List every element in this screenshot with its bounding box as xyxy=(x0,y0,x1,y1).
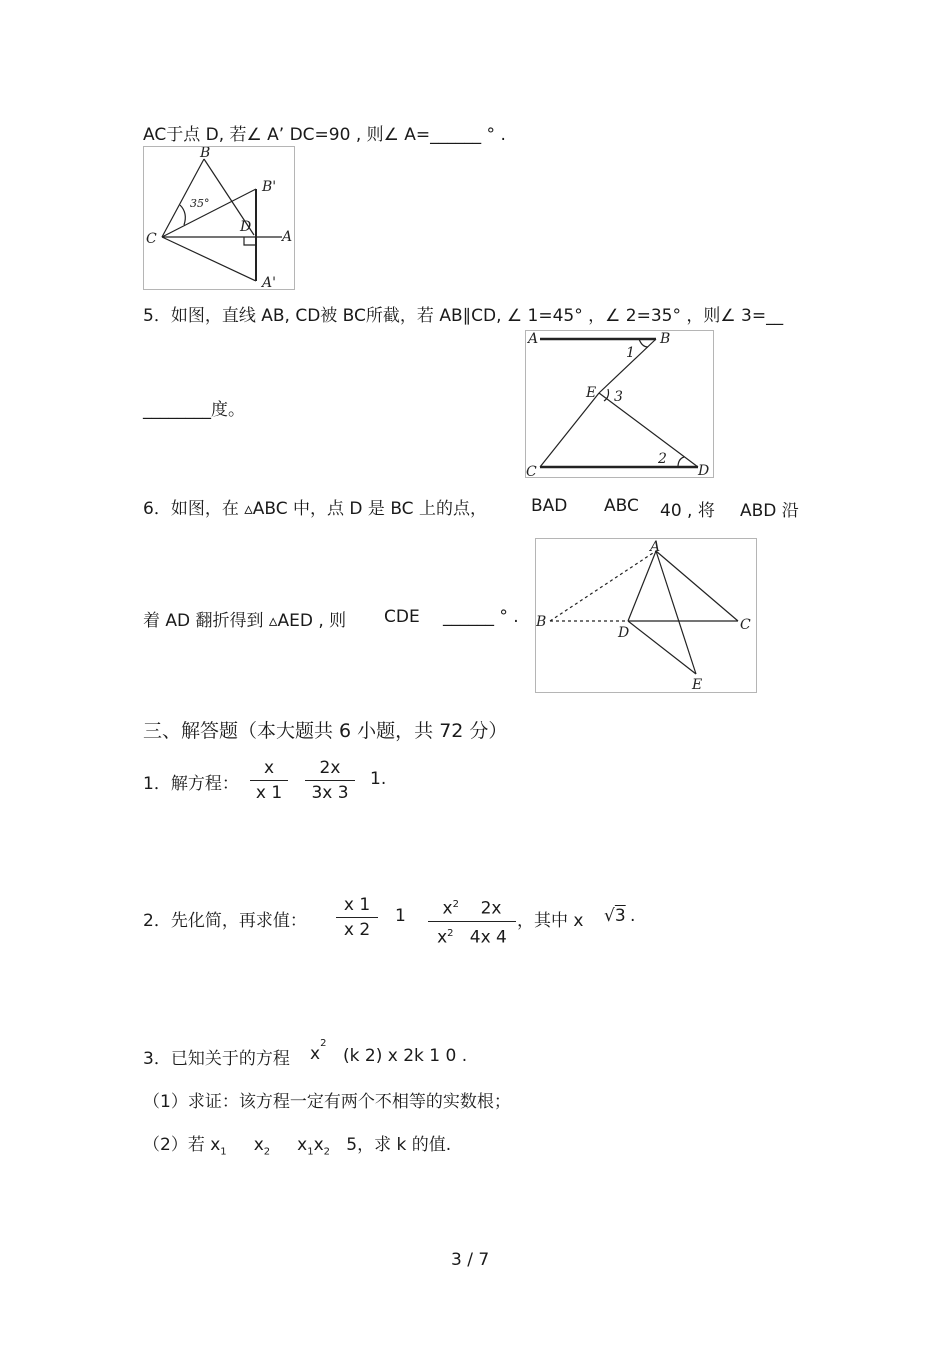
p3-sub2-idx4: 2 xyxy=(323,1146,331,1158)
p1-frac2-den: 3x 3 xyxy=(311,783,349,803)
q4-label-Aprime: A' xyxy=(262,275,276,289)
p3-sub2-c: x xyxy=(297,1135,308,1155)
q5-label-C: C xyxy=(526,464,537,477)
q5-text-line1: 5．如图，直线 AB, CD被 BC所截，若 AB∥CD, ∠ 1=45° ，∠ 2=35° ，则∠ 3=__ xyxy=(143,306,784,326)
p2-frac1-num: x 1 xyxy=(343,895,371,915)
q6-answer-blank: ______ ° . xyxy=(443,607,519,627)
p1-label: 1．解方程： xyxy=(143,774,239,794)
q6-value: 40 , 将 xyxy=(660,501,715,521)
p2-frac2-den: $x^2$ 4x 4 xyxy=(437,927,507,948)
q6-label-D: D xyxy=(618,625,630,641)
q4-angle-label: 35° xyxy=(190,197,210,210)
p3-equation: (k 2) x 2k 1 0 . xyxy=(343,1046,468,1066)
p1-tail: 1. xyxy=(370,769,387,789)
q6-angle-BAD: BAD xyxy=(531,496,568,516)
p3-sub2-idx3: 1 xyxy=(307,1146,314,1158)
p3-sub2-idx1: 1 xyxy=(220,1146,227,1158)
q6-text-line1-e: ABD 沿 xyxy=(740,501,799,521)
p3-x-squared: $x^2$ xyxy=(310,1038,327,1064)
p1-fraction-2 xyxy=(305,757,355,804)
q5-angle-3: 3 xyxy=(614,389,623,405)
q5-label-B: B xyxy=(660,331,671,347)
q5-label-D: D xyxy=(698,463,710,477)
p1-fraction-1 xyxy=(250,757,288,804)
q6-label-C: C xyxy=(740,617,751,633)
p2-label: 2．先化简，再求值： xyxy=(143,911,307,931)
p3-sub2 xyxy=(143,1130,451,1157)
p2-frac2-num-b: 2x xyxy=(480,898,502,919)
p1-frac1-num: x xyxy=(263,758,275,778)
q5-label-E: E xyxy=(586,385,597,401)
q6-label-E: E xyxy=(692,677,703,692)
p3-sub2-a: （2）若 x xyxy=(143,1135,221,1155)
p3-sub2-e: 5，求 k 的值. xyxy=(346,1135,452,1155)
q4-label-D: D xyxy=(240,219,252,235)
section3-heading: 三、解答题（本大题共 6 小题，共 72 分） xyxy=(143,720,508,742)
q5-figure xyxy=(525,330,714,478)
q5-angle-1: 1 xyxy=(626,345,635,361)
q4-label-B: B xyxy=(200,147,211,161)
p2-mid: 1 xyxy=(395,906,406,926)
q4-text: AC于点 D, 若∠ A’ DC=90 , 则∠ A=______ ° . xyxy=(143,125,506,145)
sqrt-icon: √ xyxy=(604,906,615,926)
q4-label-A: A xyxy=(282,229,293,245)
q4-label-Bprime: B' xyxy=(262,179,277,195)
p2-frac2-num: $x^2$ 2x xyxy=(442,898,502,919)
q6-text-line1-a: 6．如图，在 ▵ABC 中，点 D 是 BC 上的点， xyxy=(143,499,487,519)
p2-tail-c: . xyxy=(630,906,636,926)
q6-label-A: A xyxy=(650,539,661,555)
p2-sqrt xyxy=(604,906,626,926)
q4-figure xyxy=(143,146,295,290)
p2-frac2-den-a: x xyxy=(437,927,448,948)
p3-text-a: 3．已知关于的方程 xyxy=(143,1049,290,1069)
p2-fraction-1 xyxy=(336,894,378,941)
page-number: 3 / 7 xyxy=(451,1250,490,1270)
p3-sub2-d: x xyxy=(313,1135,324,1155)
p3-sub1: （1）求证：该方程一定有两个不相等的实数根； xyxy=(143,1092,511,1112)
q6-angle-ABC: ABC xyxy=(604,496,639,516)
q6-text-line2-a: 着 AD 翻折得到 ▵AED , 则 xyxy=(143,611,347,631)
q6-angle-CDE: CDE xyxy=(384,607,420,627)
p3-sub2-b: x xyxy=(253,1135,264,1155)
q5-angle-2: 2 xyxy=(658,451,667,467)
q6-figure xyxy=(535,538,757,693)
q4-label-C: C xyxy=(146,231,157,247)
p2-sqrt-value: 3 xyxy=(614,906,626,926)
p2-fraction-2 xyxy=(428,894,516,948)
p1-frac2-num: 2x xyxy=(319,758,341,778)
q5-text-line2: ________度。 xyxy=(143,400,245,420)
p3-x: x xyxy=(310,1044,321,1064)
p2-frac2-den-b: 4x 4 xyxy=(469,927,507,948)
p1-frac1-den: x 1 xyxy=(255,783,283,803)
p3-sub2-idx2: 2 xyxy=(263,1146,271,1158)
p2-frac2-num-a: x xyxy=(442,898,453,919)
q6-label-B: B xyxy=(536,614,547,630)
q5-label-A: A xyxy=(528,331,539,347)
p2-frac1-den: x 2 xyxy=(343,920,371,940)
p2-tail-a: ，其中 x xyxy=(517,911,584,931)
